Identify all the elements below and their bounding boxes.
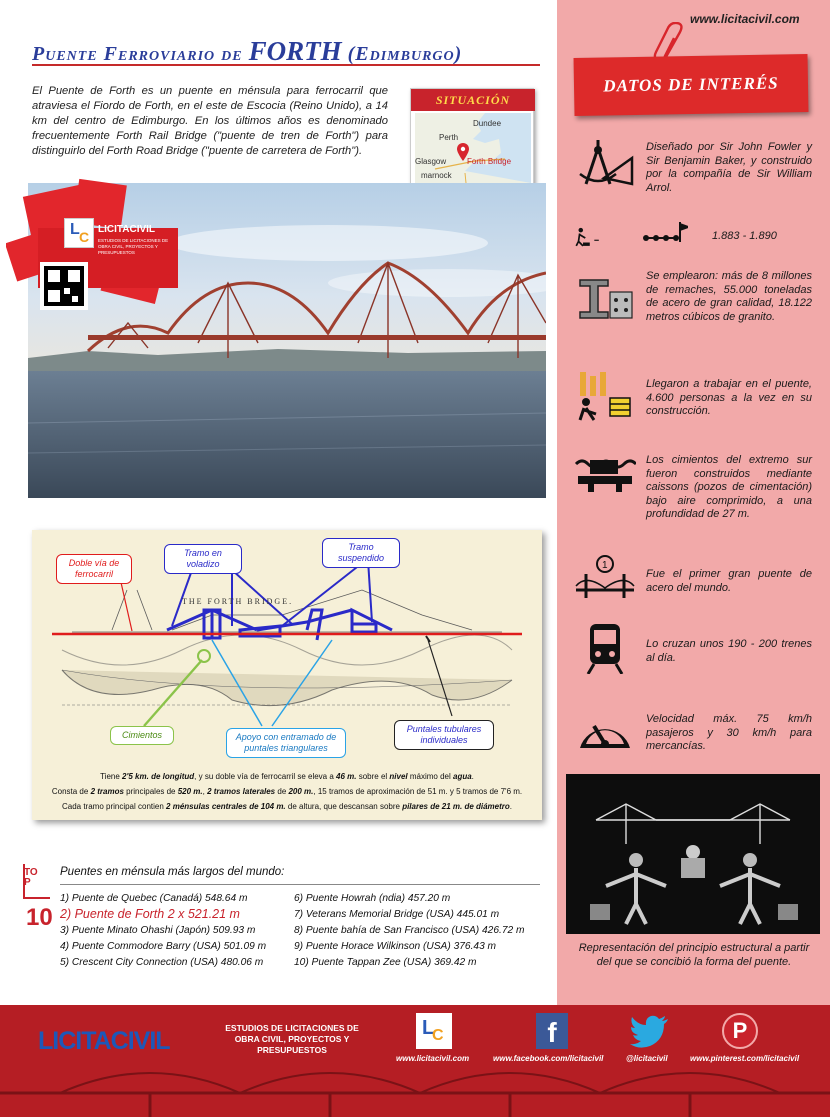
map-heading: SITUACIÓN bbox=[411, 89, 535, 111]
map-city-forth-bridge: Forth Bridge bbox=[467, 157, 512, 166]
train-icon bbox=[574, 622, 636, 674]
caption2-i: , 15 tramos de aproximación de 51 m. y 5 tramos de 7'6 m. bbox=[313, 787, 523, 796]
caption1-g: máximo del bbox=[407, 772, 453, 781]
footer-bridge-silhouette bbox=[0, 1063, 830, 1117]
pinterest-icon[interactable]: P bbox=[722, 1013, 758, 1049]
rank-item-7: 7) Veterans Memorial Bridge (USA) 445.01 m bbox=[294, 909, 500, 920]
caption2-e: , bbox=[202, 787, 208, 796]
callout-suspendido: Tramo suspendido bbox=[322, 538, 400, 568]
intro-paragraph: El Puente de Forth es un puente en ménsula para ferrocarril que atraviesa el Fiordo de Forth, en el este de Escocia (Reino Unido), a 14 km del centro de Edimburgo. En los últimos años es denominado frecuentemente Forth Rail Bridge ("puente de tren de Forth") para distinguirlo del Forth Road Bridge ("puente de carretera de Forth"). bbox=[32, 85, 388, 157]
fact-years: 1.883 - 1.890 bbox=[712, 230, 777, 242]
caption1-i: . bbox=[471, 772, 474, 781]
callout-doble-via: Doble vía de ferrocarril bbox=[56, 554, 132, 584]
map-city-dundee: Dundee bbox=[473, 119, 502, 128]
callout-puntales: Puntales tubulares individuales bbox=[394, 720, 494, 750]
rank-item-9: 9) Puente Horace Wilkinson (USA) 376.43 m bbox=[294, 941, 497, 952]
fact-speed: Velocidad máx. 75 km/h pasajeros y 30 km/h para mercancías. bbox=[646, 713, 812, 752]
caption3-b: 2 ménsulas centrales de 104 m. bbox=[166, 802, 286, 811]
caption3-a: Cada tramo principal contien bbox=[61, 802, 167, 811]
fact-first-steel: Fue el primer gran puente de acero del mundo. bbox=[646, 568, 812, 594]
rank-item-5: 5) Crescent City Connection (USA) 480.06 m bbox=[60, 957, 264, 968]
title-suffix: (Edimburgo) bbox=[341, 43, 463, 65]
caption1-d: 46 m. bbox=[336, 772, 357, 781]
licitacivil-mini-logo-icon: L C bbox=[64, 218, 94, 248]
fact-materials: Se emplearon: más de 8 millones de remaches, 55.000 toneladas de acero de gran calidad, 18.122 metros cúbicos de granito. bbox=[646, 270, 812, 323]
photo-caption: Representación del principio estructural a partir del que se concibió la forma del puente. bbox=[578, 942, 810, 968]
top10-badge bbox=[20, 862, 54, 942]
steel-bridge-medal-icon bbox=[574, 554, 636, 606]
page-title bbox=[32, 36, 540, 67]
fact-workers: Llegaron a trabajar en el puente, 4.600 personas a la vez en su construcción. bbox=[646, 378, 812, 417]
footer bbox=[0, 1005, 830, 1117]
caption1-c: , y su doble vía de ferrocarril se eleva a bbox=[194, 772, 337, 781]
top10-title: Puentes en ménsula más largos del mundo: bbox=[60, 866, 285, 878]
top10-badge-top: TOP bbox=[24, 867, 38, 888]
licitacivil-stamp bbox=[6, 172, 184, 320]
fact-trains: Lo cruzan unos 190 - 200 trenes al día. bbox=[646, 638, 812, 664]
top10-section bbox=[20, 862, 540, 972]
drawing-title: THE FORTH BRIDGE. bbox=[182, 597, 294, 606]
map-city-glasgow: Glasgow bbox=[415, 157, 447, 166]
speedometer-icon bbox=[574, 704, 636, 756]
caption2-d: 520 m. bbox=[177, 787, 203, 796]
diagram-caption-2 bbox=[32, 787, 542, 796]
structure-diagram bbox=[32, 530, 542, 820]
rank-item-1: 1) Puente de Quebec (Canadá) 548.64 m bbox=[60, 893, 248, 904]
site-url[interactable]: www.licitacivil.com bbox=[690, 12, 800, 26]
rank-item-10: 10) Puente Tappan Zee (USA) 369.42 m bbox=[294, 957, 477, 968]
facebook-icon[interactable]: f bbox=[536, 1013, 568, 1049]
title-prefix: Puente Ferroviario de bbox=[32, 43, 249, 65]
diagram-caption-1 bbox=[32, 772, 542, 781]
stamp-tagline: ESTUDIOS DE LICITACIONES DE OBRA CIVIL, PROYECTOS Y PRESUPUESTOS bbox=[98, 238, 169, 255]
map-pin-icon bbox=[457, 143, 469, 161]
caisson-icon bbox=[574, 454, 636, 506]
top10-divider bbox=[60, 884, 540, 885]
top10-badge-num: 10 bbox=[26, 904, 53, 931]
callout-voladizo: Tramo en voladizo bbox=[164, 544, 242, 574]
callout-apoyo: Apoyo con entramado de puntales triangulares bbox=[226, 728, 346, 758]
title-main: FORTH bbox=[248, 36, 342, 66]
twitter-icon[interactable] bbox=[630, 1013, 670, 1049]
footer-link-twitter[interactable]: @licitacivil bbox=[626, 1054, 668, 1063]
caption2-a: Consta de bbox=[51, 787, 91, 796]
caption2-g: de bbox=[275, 787, 289, 796]
construction-timeline-icon bbox=[574, 212, 636, 264]
caption1-e: sobre el bbox=[356, 772, 390, 781]
datos-banner bbox=[574, 54, 809, 116]
rank-item-2: 2) Puente de Forth 2 x 521.21 m bbox=[60, 907, 240, 921]
compass-icon bbox=[574, 138, 636, 190]
footer-tagline: ESTUDIOS DE LICITACIONES DE OBRA CIVIL, PROYECTOS Y PRESUPUESTOS bbox=[225, 1023, 359, 1055]
structural-principle-photo bbox=[566, 774, 820, 934]
workers-icon bbox=[574, 370, 636, 422]
finish-flag-icon bbox=[640, 220, 688, 246]
caption1-f: nivel bbox=[389, 772, 408, 781]
caption2-b: 2 tramos bbox=[90, 787, 124, 796]
stamp-brand: LICITACIVIL bbox=[98, 224, 156, 235]
caption1-h: agua bbox=[453, 772, 472, 781]
callout-cimientos: Cimientos bbox=[110, 726, 174, 745]
footer-link-pinterest[interactable]: www.pinterest.com/licitacivil bbox=[690, 1054, 800, 1063]
title-bar bbox=[32, 36, 540, 66]
footer-link-facebook[interactable]: www.facebook.com/licitacivil bbox=[493, 1054, 604, 1063]
caption2-f: 2 tramos laterales bbox=[207, 787, 276, 796]
map-city-kilmarnock: marnock bbox=[421, 171, 452, 180]
rank-item-4: 4) Puente Commodore Barry (USA) 501.09 m bbox=[60, 941, 267, 952]
caption2-c: principales de bbox=[123, 787, 178, 796]
caption3-c: de altura, que descansan sobre bbox=[285, 802, 403, 811]
caption3-e: . bbox=[509, 802, 513, 811]
caption3-d: pilares de 21 m. de diámetro bbox=[402, 802, 510, 811]
diagram-caption-3 bbox=[32, 802, 542, 811]
caption1-b: 2'5 km. de longitud bbox=[122, 772, 195, 781]
map-city-perth: Perth bbox=[439, 133, 459, 142]
steel-beam-icon bbox=[574, 272, 636, 324]
rank-item-8: 8) Puente bahía de San Francisco (USA) 426.72 m bbox=[294, 925, 525, 936]
caption1-a: Tiene bbox=[100, 772, 123, 781]
rank-item-3: 3) Puente Minato Ohashi (Japón) 509.93 m bbox=[60, 925, 256, 936]
caption2-h: 200 m. bbox=[288, 787, 314, 796]
svg-text:1: 1 bbox=[602, 560, 608, 571]
rank-item-6: 6) Puente Howrah (ndia) 457.20 m bbox=[294, 893, 451, 904]
footer-logo[interactable]: LICITACIVIL bbox=[38, 1027, 170, 1055]
fact-foundations: Los cimientos del extremo sur fueron construidos mediante caissons (pozos de cimentación) bajo aire comprimido, a una profundidad de 27 m. bbox=[646, 454, 812, 520]
fact-design: Diseñado por Sir John Fowler y Sir Benjamin Baker, y construido por la compañía de Sir William Arrol. bbox=[646, 141, 812, 194]
licitacivil-social-icon[interactable]: L C bbox=[416, 1013, 452, 1049]
footer-link-web[interactable]: www.licitacivil.com bbox=[396, 1054, 470, 1063]
datos-title: DATOS DE INTERÉS bbox=[603, 73, 779, 96]
